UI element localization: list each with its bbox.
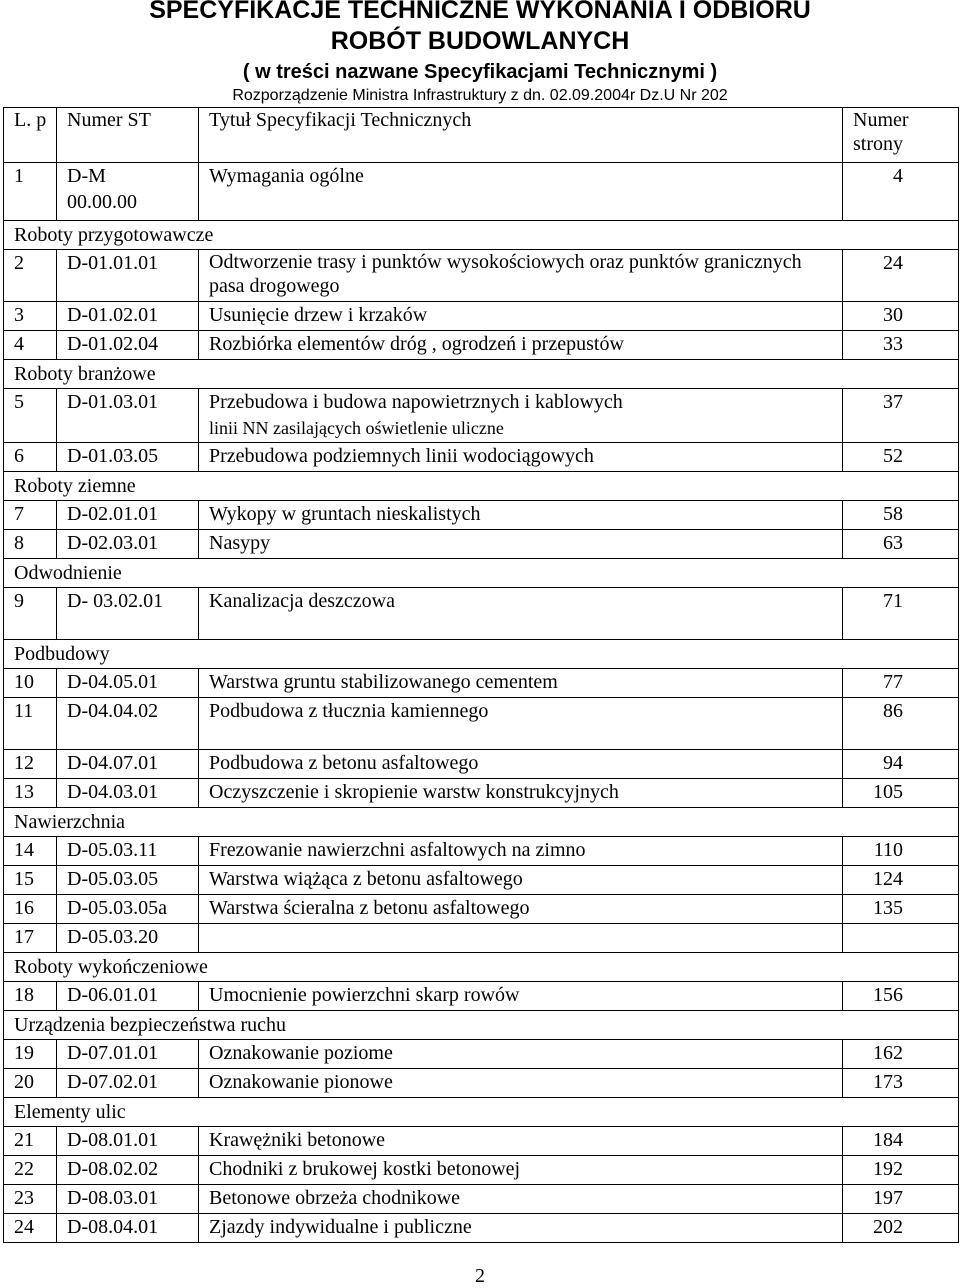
row-code: D-M 00.00.00: [57, 163, 199, 221]
row-lp: 20: [4, 1069, 57, 1098]
row-title: Oczyszczenie i skropienie warstw konstrukcyjnych: [199, 779, 843, 808]
row-code: D-08.03.01: [57, 1185, 199, 1214]
row-page: 173: [843, 1069, 959, 1098]
row-page: 94: [843, 750, 959, 779]
row-title: Zjazdy indywidualne i publiczne: [199, 1214, 843, 1243]
row-lp: 13: [4, 779, 57, 808]
row-page: 202: [843, 1214, 959, 1243]
table-row: [4, 669, 959, 698]
section-label: Roboty wykończeniowe: [4, 953, 959, 982]
row-lp: 9: [4, 588, 57, 640]
row-title: [199, 389, 843, 443]
row-lp: 19: [4, 1040, 57, 1069]
document-title-line-1: SPECYFIKACJE TECHNICZNE WYKONANIA I ODBIORU: [149, 0, 811, 24]
header-page: Numer strony: [843, 108, 959, 163]
row-page: 162: [843, 1040, 959, 1069]
table-row: [4, 982, 959, 1011]
section-label: Roboty branżowe: [4, 360, 959, 389]
table-row: [4, 1127, 959, 1156]
regulation-reference: Rozporządzenie Ministra Infrastruktury z dn. 02.09.2004r Dz.U Nr 202: [232, 87, 728, 104]
section-label: Nawierzchnia: [4, 808, 959, 837]
row-lp: 10: [4, 669, 57, 698]
table-row: [4, 443, 959, 472]
section-row: [4, 953, 959, 982]
row-lp: 14: [4, 837, 57, 866]
row-page: 77: [843, 669, 959, 698]
table-row: [4, 302, 959, 331]
header-lp: L. p: [4, 108, 57, 163]
row-title: Usunięcie drzew i krzaków: [199, 302, 843, 331]
section-row: [4, 640, 959, 669]
row-lp: 22: [4, 1156, 57, 1185]
page-number: 2: [475, 1265, 485, 1287]
row-page: 33: [843, 331, 959, 360]
row-lp: 3: [4, 302, 57, 331]
section-row: [4, 472, 959, 501]
row-page: 63: [843, 530, 959, 559]
row-code: D-08.04.01: [57, 1214, 199, 1243]
section-row: [4, 221, 959, 250]
table-row: [4, 779, 959, 808]
row-code: D-04.05.01: [57, 669, 199, 698]
row-code: D- 03.02.01: [57, 588, 199, 640]
row-title: Oznakowanie poziome: [199, 1040, 843, 1069]
table-row: [4, 530, 959, 559]
row-code: D-05.03.11: [57, 837, 199, 866]
row-title: Przebudowa podziemnych linii wodociągowych: [199, 443, 843, 472]
row-code: D-04.07.01: [57, 750, 199, 779]
row-lp: 18: [4, 982, 57, 1011]
row-lp: 2: [4, 250, 57, 302]
row-page: 4: [843, 163, 959, 221]
row-page: 197: [843, 1185, 959, 1214]
row-title: Krawężniki betonowe: [199, 1127, 843, 1156]
table-row: [4, 924, 959, 953]
row-title: Podbudowa z betonu asfaltowego: [199, 750, 843, 779]
document-subtitle: ( w treści nazwane Specyfikacjami Technicznymi ): [242, 61, 718, 83]
section-row: [4, 559, 959, 588]
section-label: Podbudowy: [4, 640, 959, 669]
row-code: D-02.03.01: [57, 530, 199, 559]
table-row: [4, 1156, 959, 1185]
section-row: [4, 808, 959, 837]
row-page: 135: [843, 895, 959, 924]
row-lp: 21: [4, 1127, 57, 1156]
row-title: Umocnienie powierzchni skarp rowów: [199, 982, 843, 1011]
row-code: D-01.03.01: [57, 389, 199, 443]
row-lp: 11: [4, 698, 57, 750]
row-page: 37: [843, 389, 959, 443]
row-page: 71: [843, 588, 959, 640]
row-title: Nasypy: [199, 530, 843, 559]
row-code: D-01.03.05: [57, 443, 199, 472]
table-row: [4, 1214, 959, 1243]
section-label: Roboty ziemne: [4, 472, 959, 501]
row-page: 184: [843, 1127, 959, 1156]
row-code: D-01.02.01: [57, 302, 199, 331]
row-code: D-05.03.20: [57, 924, 199, 953]
row-page: [843, 924, 959, 953]
table-row: [4, 331, 959, 360]
row-lp: 5: [4, 389, 57, 443]
row-lp: 24: [4, 1214, 57, 1243]
row-code: D-05.03.05: [57, 866, 199, 895]
row-title: Podbudowa z tłucznia kamiennego: [199, 698, 843, 750]
row-title: Wymagania ogólne: [199, 163, 843, 221]
row-code: D-08.02.02: [57, 1156, 199, 1185]
row-code: D-06.01.01: [57, 982, 199, 1011]
row-lp: 8: [4, 530, 57, 559]
section-row: [4, 1098, 959, 1127]
table-row: [4, 501, 959, 530]
section-row: [4, 360, 959, 389]
row-page: 124: [843, 866, 959, 895]
row-page: 110: [843, 837, 959, 866]
row-code: D-07.01.01: [57, 1040, 199, 1069]
table-row: [4, 389, 959, 443]
row-code: D-01.02.04: [57, 331, 199, 360]
table-row: [4, 250, 959, 302]
row-page: 86: [843, 698, 959, 750]
document-title-line-2: ROBÓT BUDOWLANYCH: [330, 27, 630, 55]
table-body: [4, 163, 959, 1243]
row-lp: 1: [4, 163, 57, 221]
row-title: Warstwa ścieralna z betonu asfaltowego: [199, 895, 843, 924]
row-lp: 7: [4, 501, 57, 530]
row-title: Frezowanie nawierzchni asfaltowych na zimno: [199, 837, 843, 866]
section-label: Odwodnienie: [4, 559, 959, 588]
row-code: D-04.03.01: [57, 779, 199, 808]
row-page: 192: [843, 1156, 959, 1185]
row-lp: 15: [4, 866, 57, 895]
row-title: Oznakowanie pionowe: [199, 1069, 843, 1098]
row-title: [199, 924, 843, 953]
section-row: [4, 1011, 959, 1040]
row-lp: 17: [4, 924, 57, 953]
section-label: Elementy ulic: [4, 1098, 959, 1127]
table-row: [4, 866, 959, 895]
row-lp: 16: [4, 895, 57, 924]
section-label: Urządzenia bezpieczeństwa ruchu: [4, 1011, 959, 1040]
row-code: D-05.03.05a: [57, 895, 199, 924]
row-title-sub: linii NN zasilających oświetlenie uliczne: [209, 418, 504, 438]
row-code: D-07.02.01: [57, 1069, 199, 1098]
table-row: [4, 588, 959, 640]
row-page: 156: [843, 982, 959, 1011]
row-title: Chodniki z brukowej kostki betonowej: [199, 1156, 843, 1185]
row-lp: 23: [4, 1185, 57, 1214]
row-title: Warstwa wiążąca z betonu asfaltowego: [199, 866, 843, 895]
row-code: D-08.01.01: [57, 1127, 199, 1156]
section-label: Roboty przygotowawcze: [4, 221, 959, 250]
header-code: Numer ST: [57, 108, 199, 163]
row-code: D-04.04.02: [57, 698, 199, 750]
row-code: D-02.01.01: [57, 501, 199, 530]
table-header-row: [4, 108, 959, 163]
table-row: [4, 750, 959, 779]
row-lp: 6: [4, 443, 57, 472]
row-page: 24: [843, 250, 959, 302]
row-title-main: Przebudowa i budowa napowietrznych i kablowych: [209, 391, 623, 413]
row-title: Wykopy w gruntach nieskalistych: [199, 501, 843, 530]
table-row: [4, 1185, 959, 1214]
row-title: Warstwa gruntu stabilizowanego cementem: [199, 669, 843, 698]
row-code: D-01.01.01: [57, 250, 199, 302]
table-row: [4, 895, 959, 924]
row-title: Kanalizacja deszczowa: [199, 588, 843, 640]
specifications-table: [3, 107, 959, 1243]
row-title: Rozbiórka elementów dróg , ogrodzeń i przepustów: [199, 331, 843, 360]
table-row: [4, 1069, 959, 1098]
table-row: [4, 163, 959, 221]
row-page: 58: [843, 501, 959, 530]
table-row: [4, 698, 959, 750]
row-lp: 12: [4, 750, 57, 779]
row-title: Betonowe obrzeża chodnikowe: [199, 1185, 843, 1214]
table-row: [4, 1040, 959, 1069]
row-page: 105: [843, 779, 959, 808]
row-lp: 4: [4, 331, 57, 360]
row-page: 52: [843, 443, 959, 472]
row-page: 30: [843, 302, 959, 331]
header-title: Tytuł Specyfikacji Technicznych: [199, 108, 843, 163]
table-row: [4, 837, 959, 866]
row-title: Odtworzenie trasy i punktów wysokościowych oraz punktów granicznych pasa drogowego: [199, 250, 843, 302]
